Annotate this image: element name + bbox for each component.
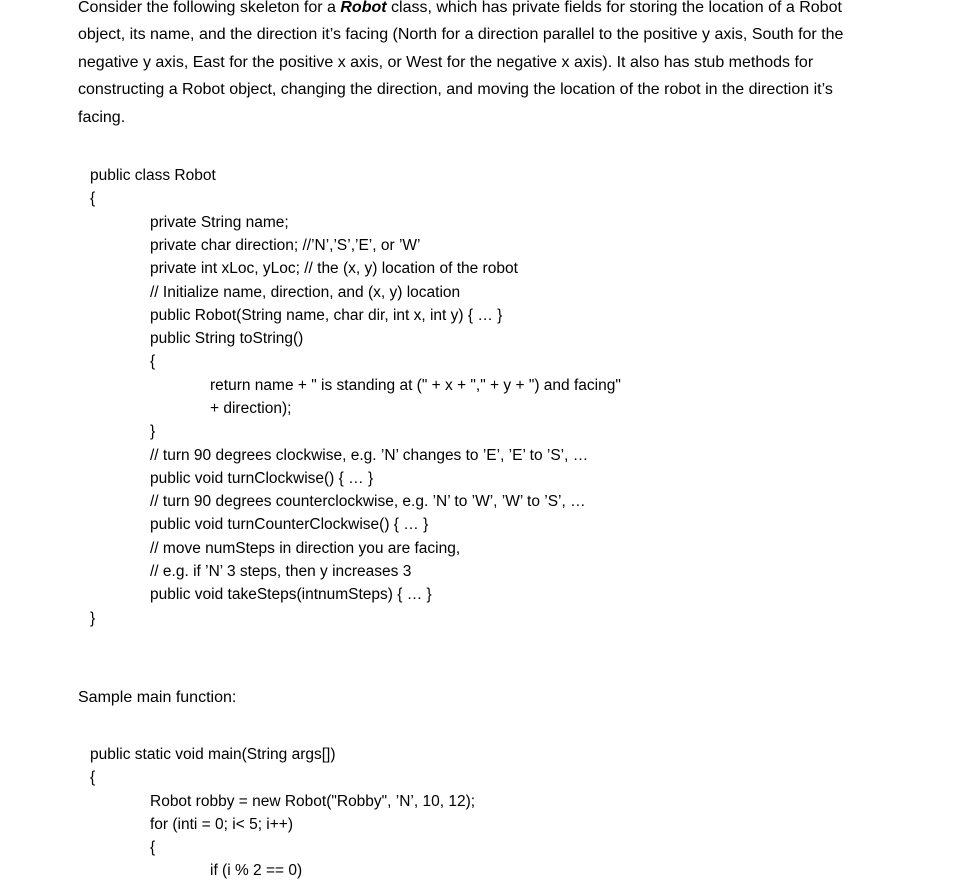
code-line: if (i % 2 == 0) [210, 862, 303, 880]
code-line: { [90, 190, 96, 208]
code-line: } [90, 609, 96, 627]
code-line: private char direction; //’N’,’S’,’E’, or ’W’ [150, 236, 421, 254]
code-line: public class Robot [90, 167, 216, 185]
code-line: + direction); [210, 400, 292, 417]
code-line: public Robot(String name, char dir, int x, int y) { … } [150, 306, 503, 324]
code-line: public void takeSteps(intnumSteps) { … } [150, 586, 432, 604]
code-line: { [150, 353, 156, 371]
code-line: return name + " is standing at (" + x + "," + y + ") and facing" [210, 376, 621, 394]
code-line: } [150, 423, 156, 441]
main-function-code-block [78, 743, 853, 883]
robot-class-name-emphasis: Robot [340, 0, 387, 16]
code-line: { [90, 769, 96, 787]
code-line: private String name; [150, 213, 289, 231]
code-line: // turn 90 degrees clockwise, e.g. ’N’ changes to ’E’, ’E’ to ’S’, … [150, 446, 589, 464]
intro-paragraph [78, 0, 853, 131]
sample-main-label: Sample main function: [78, 688, 237, 706]
code-line: // Initialize name, direction, and (x, y) location [150, 283, 461, 301]
code-line: // move numSteps in direction you are facing, [150, 539, 461, 557]
code-line: private int xLoc, yLoc; // the (x, y) location of the robot [150, 260, 518, 278]
code-line: // turn 90 degrees counterclockwise, e.g. ’N’ to ’W’, ’W’ to ’S’, … [150, 493, 586, 511]
code-line: // e.g. if ’N’ 3 steps, then y increases 3 [150, 563, 412, 581]
code-line: Robot robby = new Robot("Robby", ’N’, 10, 12); [150, 792, 476, 810]
robot-class-code-block [78, 164, 853, 630]
code-line: public void turnCounterClockwise() { … } [150, 516, 429, 534]
code-line: public void turnClockwise() { … } [150, 469, 374, 487]
code-line: public String toString() [150, 330, 304, 348]
intro-text-before: Consider the following skeleton for a [78, 0, 341, 16]
code-line: public static void main(String args[]) [90, 745, 336, 763]
intro-text-after: class, which has private fields for storing the location of a Robot object, its name, and the direction it’s facing (North for a direction parallel to the positive y axis, South for the negative y axis, East for the positive x axis, or West for the negative x axis). It also has stub methods for constructing a Robot object, changing the direction, and moving the location of the robot in the direction it’s facing. [78, 0, 844, 126]
code-line: { [150, 839, 156, 857]
code-line: for (inti = 0; i< 5; i++) [150, 815, 294, 833]
